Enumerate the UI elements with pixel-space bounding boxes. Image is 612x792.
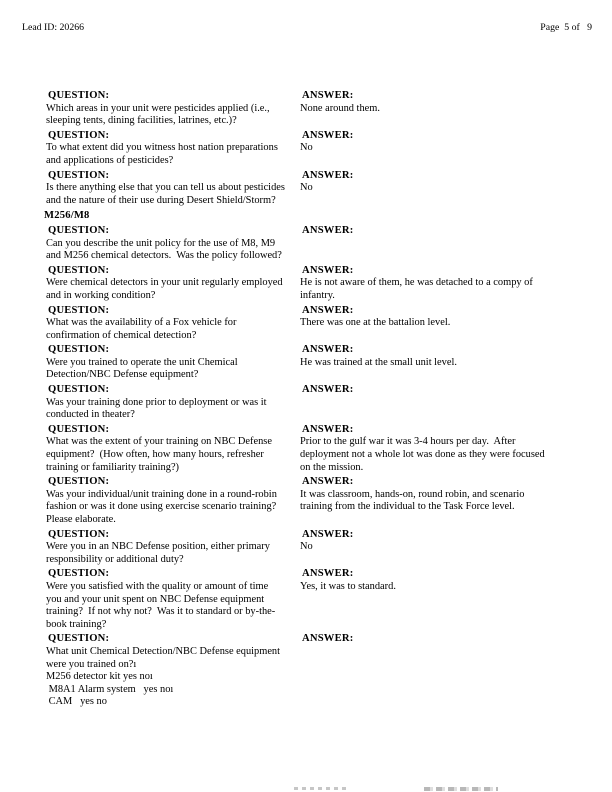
scan-artifact bbox=[294, 787, 348, 790]
answer-text-line: training from the individual to the Task Force level. bbox=[300, 501, 515, 513]
question-text-line: Please elaborate. bbox=[46, 514, 116, 525]
question-text-line: you and your unit spent on NBC Defense equipment bbox=[46, 593, 265, 605]
question-text-line: and applications of pesticides? bbox=[46, 154, 174, 166]
answer-cell bbox=[300, 305, 592, 343]
question-text-line: equipment? (How often, how many hours, refresher bbox=[46, 449, 264, 461]
answer-text-line: No bbox=[300, 541, 313, 553]
answer-label: ANSWER: bbox=[302, 633, 354, 645]
question-text-line: To what extent did you witness host nation preparations bbox=[46, 142, 278, 154]
question-cell bbox=[46, 384, 300, 422]
answer-cell bbox=[300, 568, 592, 631]
qa-row bbox=[46, 476, 592, 526]
question-cell bbox=[46, 130, 300, 168]
qa-row bbox=[46, 633, 592, 709]
question-text-line: sleeping tents, dining facilities, latrines, etc.)? bbox=[46, 115, 237, 127]
answer-label: ANSWER: bbox=[302, 169, 354, 181]
answer-label: ANSWER: bbox=[302, 224, 354, 236]
answer-text-line: He was trained at the small unit level. bbox=[300, 356, 457, 368]
answer-label: ANSWER: bbox=[302, 304, 354, 316]
answer-cell bbox=[300, 424, 592, 474]
question-cell bbox=[46, 305, 300, 343]
scan-artifact bbox=[424, 787, 498, 791]
question-label: QUESTION: bbox=[48, 224, 110, 236]
answer-text-line: No bbox=[300, 142, 313, 154]
question-cell bbox=[46, 265, 300, 303]
answer-label: ANSWER: bbox=[302, 476, 354, 488]
answer-label: ANSWER: bbox=[302, 129, 354, 141]
question-text-line: What was the availability of a Fox vehicle for bbox=[46, 317, 237, 329]
section-header: M256/M8 bbox=[44, 210, 90, 222]
question-text-line: Were chemical detectors in your unit regularly employed bbox=[46, 277, 283, 289]
question-label: QUESTION: bbox=[48, 304, 110, 316]
question-label: QUESTION: bbox=[48, 568, 110, 580]
answer-cell bbox=[300, 130, 592, 168]
question-label: QUESTION: bbox=[48, 169, 110, 181]
answer-cell bbox=[300, 225, 592, 263]
answer-cell bbox=[300, 344, 592, 382]
question-label: QUESTION: bbox=[48, 129, 110, 141]
question-text-line: training or familiarity training?) bbox=[46, 461, 180, 473]
answer-cell bbox=[300, 384, 592, 422]
answer-cell bbox=[300, 476, 592, 526]
answer-label: ANSWER: bbox=[302, 528, 354, 540]
question-text-line: What was the extent of your training on NBC Defense bbox=[46, 436, 272, 448]
answer-label: ANSWER: bbox=[302, 384, 354, 396]
qa-row bbox=[46, 424, 592, 474]
question-label: QUESTION: bbox=[48, 264, 110, 276]
question-label: QUESTION: bbox=[48, 476, 110, 488]
question-text-line: Were you satisfied with the quality or amount of time bbox=[46, 580, 269, 592]
question-label: QUESTION: bbox=[48, 423, 110, 435]
qa-row bbox=[46, 225, 592, 263]
qa-row bbox=[46, 305, 592, 343]
question-text-line: Detection/NBC Defense equipment? bbox=[46, 369, 199, 381]
qa-row bbox=[46, 344, 592, 382]
lead-id: Lead ID: 20266 bbox=[22, 22, 85, 33]
question-cell bbox=[46, 529, 300, 567]
page-number: Page 5 of 9 bbox=[540, 22, 592, 33]
answer-text-line: It was classroom, hands-on, round robin, and scenario bbox=[300, 488, 525, 500]
answer-label: ANSWER: bbox=[302, 568, 354, 580]
question-text-line: were you trained on?ı bbox=[46, 658, 137, 670]
answer-cell bbox=[300, 633, 592, 709]
page-header bbox=[22, 22, 592, 33]
question-text-line: Was your individual/unit training done in a round-robin bbox=[46, 488, 277, 500]
question-text-line: Was your training done prior to deployment or was it bbox=[46, 396, 267, 408]
answer-text-line: No bbox=[300, 182, 313, 194]
qa-row bbox=[46, 170, 592, 208]
answer-text-line: Prior to the gulf war it was 3-4 hours per day. After bbox=[300, 436, 516, 448]
qa-row bbox=[46, 265, 592, 303]
question-text-line: training? If not why not? Was it to standard or by-the- bbox=[46, 606, 276, 618]
question-text-line: Can you describe the unit policy for the use of M8, M9 bbox=[46, 237, 276, 249]
question-text-line: Which areas in your unit were pesticides applied (i.e., bbox=[46, 102, 270, 114]
question-text-line: M8A1 Alarm system yes noı bbox=[46, 683, 174, 695]
question-cell bbox=[46, 225, 300, 263]
question-label: QUESTION: bbox=[48, 633, 110, 645]
answer-label: ANSWER: bbox=[302, 264, 354, 276]
answer-text-line: infantry. bbox=[300, 289, 335, 301]
question-text-line: confirmation of chemical detection? bbox=[46, 329, 197, 341]
qa-row bbox=[46, 384, 592, 422]
question-text-line: What unit Chemical Detection/NBC Defense equipment bbox=[46, 645, 281, 657]
answer-label: ANSWER: bbox=[302, 344, 354, 356]
question-text-line: M256 detector kit yes noı bbox=[46, 671, 153, 683]
answer-cell bbox=[300, 265, 592, 303]
answer-text-line: He is not aware of them, he was detached to a compy of bbox=[300, 277, 533, 289]
qa-row bbox=[46, 130, 592, 168]
question-text-line: fashion or was it done using exercise scenario training? bbox=[46, 501, 277, 513]
qa-list bbox=[46, 90, 592, 711]
question-text-line: and in working condition? bbox=[46, 289, 156, 301]
question-cell bbox=[46, 424, 300, 474]
question-label: QUESTION: bbox=[48, 384, 110, 396]
question-text-line: and the nature of their use during Desert Shield/Storm? bbox=[46, 194, 276, 206]
question-label: QUESTION: bbox=[48, 344, 110, 356]
question-text-line: and M256 chemical detectors. Was the policy followed? bbox=[46, 250, 282, 262]
question-cell bbox=[46, 170, 300, 208]
qa-row bbox=[46, 568, 592, 631]
qa-row bbox=[46, 90, 592, 128]
question-label: QUESTION: bbox=[48, 90, 110, 101]
answer-text-line: Yes, it was to standard. bbox=[300, 580, 396, 592]
question-text-line: Is there anything else that you can tell us about pesticides bbox=[46, 182, 285, 194]
answer-text-line: There was one at the battalion level. bbox=[300, 317, 451, 329]
question-text-line: Were you in an NBC Defense position, either primary bbox=[46, 541, 270, 553]
question-label: QUESTION: bbox=[48, 528, 110, 540]
answer-label: ANSWER: bbox=[302, 423, 354, 435]
question-text-line: CAM yes no bbox=[46, 696, 107, 708]
question-text-line: responsibility or additional duty? bbox=[46, 553, 184, 565]
question-cell bbox=[46, 90, 300, 128]
qa-row bbox=[46, 529, 592, 567]
answer-label: ANSWER: bbox=[302, 90, 354, 101]
answer-cell bbox=[300, 170, 592, 208]
question-text-line: book training? bbox=[46, 618, 107, 630]
answer-text-line: deployment not a whole lot was done as they were focused bbox=[300, 449, 545, 461]
question-cell bbox=[46, 568, 300, 631]
question-cell bbox=[46, 344, 300, 382]
answer-text-line: on the mission. bbox=[300, 461, 364, 473]
question-text-line: conducted in theater? bbox=[46, 409, 135, 421]
answer-text-line: None around them. bbox=[300, 102, 380, 114]
question-text-line: Were you trained to operate the unit Chemical bbox=[46, 356, 238, 368]
answer-cell bbox=[300, 529, 592, 567]
question-cell bbox=[46, 476, 300, 526]
answer-cell bbox=[300, 90, 592, 128]
question-cell bbox=[46, 633, 300, 709]
